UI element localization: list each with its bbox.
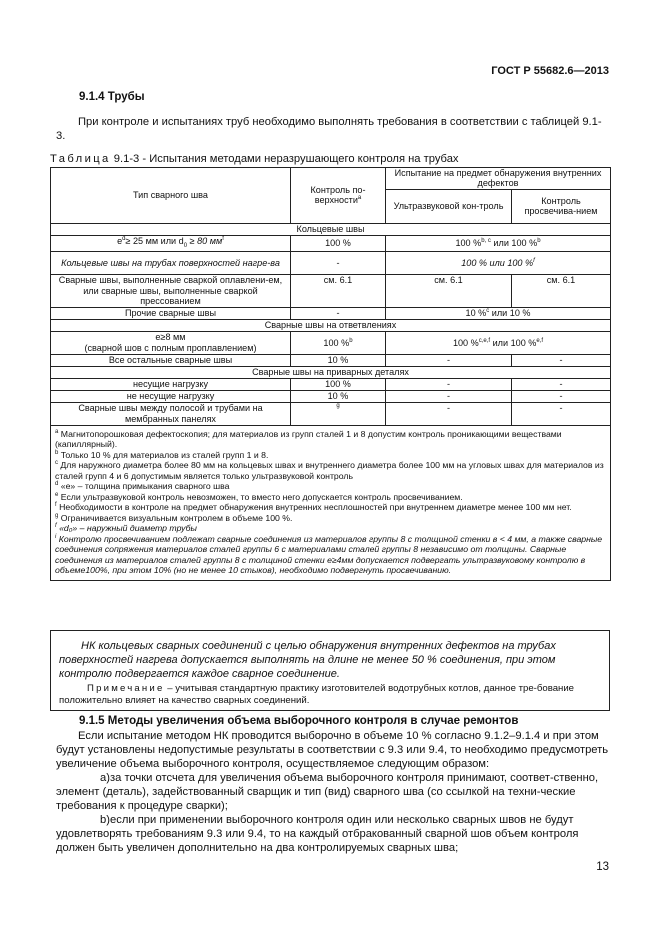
table-note [55,502,606,513]
row1-type: $e^d\ge 25$ мм или $d_0 \ge 80$ $мм^f$ [51,235,291,251]
table-caption-word: Таблица [50,153,111,165]
section-circular: Кольцевые швы [51,223,611,235]
list-item-a-label: а) [100,772,110,784]
header-internal-detection: Испытание на предмет обнаружения внутренних дефектов [386,168,611,190]
row1-internal-tail-sup: b [537,237,541,244]
row9-surface-sup: g [336,402,340,409]
table-note-mark: c [55,460,58,467]
table-row [51,307,611,319]
table-row [51,235,611,251]
table-row [51,274,611,307]
section-heading-9-1-4: 9.1.4 Трубы [79,91,145,103]
row6-type: Все остальные сварные швы [51,354,291,366]
table-caption [50,153,459,165]
table-row [51,390,611,402]
row3-type: Сварные швы, выполненные сваркой оплавлени-ем, или сварные швы, выполненные сваркой прессованием [51,274,291,307]
row2-surface: - [291,251,386,274]
header-surface-control [291,168,386,224]
row4-internal-sup: c [486,308,490,315]
row8-ultrasonic: - [386,390,512,402]
row6-surface: 10 % [291,354,386,366]
row8-type: не несущие нагрузку [51,390,291,402]
row3-radiography: см. 6.1 [512,274,611,307]
table-note-mark: а [55,428,59,435]
header-radiography: Контроль просвечива-нием [512,189,611,223]
table-row [51,354,611,366]
table-note [55,481,606,492]
row4-type: Прочие сварные швы [51,307,291,319]
row4-internal-text: 10 % [465,308,487,319]
row1-internal-text: 100 % [455,238,482,248]
table-note-text: Для наружного диаметра более 80 мм на кольцевых швах и внутреннего диаметра более 100 мм на угловых швах для материалов из сталей групп 4 и 6 допустимым является только ультразвуковой контроль [55,460,604,481]
section-row-welded-parts [51,366,611,378]
row5-type-line2: (сварной шов с полным проплавлением) [84,342,257,353]
row5-internal-tail: или 100 % [490,337,537,348]
table-note [55,492,606,503]
row1-e-sup: d [122,235,126,242]
table-note-text: «d₀» – наружный диаметр трубы [56,523,197,534]
row6-ultrasonic: - [386,354,512,366]
table-notes-list [55,429,606,576]
section-9-1-5-body [56,729,609,855]
table-note-text: «е» – толщина примыкания сварного шва [58,481,230,492]
row4-internal [386,307,611,319]
list-item-a-text: за точки отсчета для увеличения объема выборочного контроля принимают, соответ-ственно, элемент (деталь), задействованный сварщик и тип (вид) сварного шва (со ссылкой на техни-ческие требования к процедуре сварки); [56,772,599,812]
list-item-a [56,771,609,813]
table-note-mark: f [55,502,57,509]
ndt-table [50,167,611,581]
row5-internal [386,331,611,354]
table-note [55,513,606,524]
table-note-text: Ограничивается визуальным контролем в объеме 100 %. [58,512,293,523]
table-notes-row [51,425,611,580]
row4-surface: - [291,307,386,319]
table-row [51,402,611,425]
row5-surface-sup: b [349,337,353,344]
table-row [51,331,611,354]
row1-surface: 100 % [291,235,386,251]
row5-internal-text: 100 % [452,337,479,348]
row6-radiography: - [512,354,611,366]
note-box [50,630,610,711]
row8-surface: 10 % [291,390,386,402]
row2-type: Кольцевые швы на трубах поверхностей нагре-ва [51,251,291,274]
table-caption-title: 9.1-3 - Испытания методами неразрушающего контроля на трубах [110,153,459,165]
row1-internal-tail: или 100 % [490,238,538,248]
table-note-text: Магнитопорошковая дефектоскопия; для материалов из групп сталей 1 и 8 допустим контроль проникающими веществами (капиллярный). [55,428,562,450]
table-note [55,460,606,481]
row9-type: Сварные швы между полосой и трубами на мембранных панелях [51,402,291,425]
row5-surface-text: 100 % [323,337,350,348]
row7-ultrasonic: - [386,378,512,390]
row9-radiography: - [512,402,611,425]
row1-type-text: ≥ 25 мм или d [125,235,184,246]
table-note [55,523,606,534]
table-note [55,429,606,450]
row4-internal-tail: или 10 % [489,308,531,319]
table-note-text: Необходимости в контроле на предмет обнаружения внутренних несплошностей при внутреннем диаметре менее 100 мм нет. [56,502,572,513]
row1-d-sup: f [222,235,224,242]
table-note-mark: f [55,523,57,530]
table-note-mark: i [55,533,57,540]
section-row-circular [51,223,611,235]
table-note [55,534,606,576]
row9-ultrasonic: - [386,402,512,425]
row2-internal-sup: f [533,257,535,264]
table-note-text: Контролю просвечиванием подлежат сварные соединения из материалов группы 8 с толщиной стенки в < 4 мм, а также сварные соединения сопряжения материалов сталей группы 6 с материалами сталей группы 8 независимо от толщины. Сварные соединения из материалов сталей группы 8 с толщиной стенки е≥4мм допускается подвергать ультразвуковому контролю в объеме100%, при этом 10% (но не менее 10 стыков), необходимо подвергнуть просвечиванию. [55,533,603,576]
table-note-mark: d [55,481,59,488]
note-word: Примечание [87,683,165,694]
section-branch: Сварные швы на ответвлениях [51,319,611,331]
row3-ultrasonic: см. 6.1 [386,274,512,307]
table-row [51,251,611,274]
row9-surface [291,402,386,425]
header-surface-sup: а [357,195,362,202]
section-heading-9-1-5: 9.1.5 Методы увеличения объема выборочного контроля в случае ремонтов [79,715,519,727]
table-note-text: Если ультразвуковой контроль невозможен, то вместо него допускается контроль просвечиванием. [58,491,463,502]
table-note-mark: g [55,512,59,519]
row5-type-line1: e≥8 мм [155,332,186,343]
list-item-b [56,813,609,855]
row7-type: несущие нагрузку [51,378,291,390]
list-item-b-text: если при применении выборочного контроля один или несколько сварных швов не будут удовлетворять требованиям 9.3 или 9.4, то на каждый отбракованный сварной шов объем контроля должен быть увеличен дополнительно на два контролируемых сварных шва; [56,814,579,854]
row2-internal-text: 100 % или 100 % [461,257,534,268]
row8-radiography: - [512,390,611,402]
row7-radiography: - [512,378,611,390]
note-box-italic: НК кольцевых сварных соединений с целью обнаружения внутренних дефектов на трубах поверхностей нагрева допускается выполнять на длине не менее 50 % соединения, при этом контролю подвергается каждое сварное соединение. [59,640,556,680]
section-welded-parts: Сварные швы на приварных деталях [51,366,611,378]
row3-surface: см. 6.1 [291,274,386,307]
table-notes [51,425,611,580]
note-box-remark [59,683,601,707]
header-weld-type: Тип сварного шва [51,168,291,224]
document-code: ГОСТ Р 55682.6—2013 [491,65,609,77]
section-row-branch [51,319,611,331]
row5-surface [291,331,386,354]
row5-type [51,331,291,354]
page-number: 13 [596,861,609,873]
row7-surface: 100 % [291,378,386,390]
table-note [55,450,606,461]
row5-internal-tail-sup: e,f [536,337,544,344]
header-ultrasonic: Ультразвуковой кон-троль [386,189,512,223]
table-header-row [51,168,611,190]
section-intro-paragraph: При контроле и испытаниях труб необходимо выполнять требования в соответствии с таблицей 9.1-3. [56,116,602,142]
section-9-1-5-para1: Если испытание методом НК проводится выборочно в объеме 10 % согласно 9.1.2–9.1.4 и при этом будут установлены недопустимые результаты в соответствии с 9.3 или 9.4, то необходимо предусмотреть увеличение объема выборочного контроля, осуществляемое следующим образом: [56,730,609,770]
row1-internal [386,235,611,251]
list-item-b-label: b) [100,814,110,826]
row2-internal [386,251,611,274]
row1-type-tail: ≥ 80 мм [187,235,223,246]
table-note-mark: b [55,449,59,456]
row5-internal-sup: c,e,f [478,337,491,344]
table-note-text: Только 10 % для материалов из сталей групп 1 и 8. [58,449,269,460]
table-note-mark: e [55,491,59,498]
table-row [51,378,611,390]
row1-d-sub: 0 [183,242,188,249]
row1-internal-sup: b, c [481,237,491,244]
note-rest: – учитывая стандартную практику изготовителей водотрубных котлов, данное тре-бование положительно влияет на качество сварных соединений. [59,683,575,706]
header-surface-text: Контроль по-верхности [310,185,366,206]
